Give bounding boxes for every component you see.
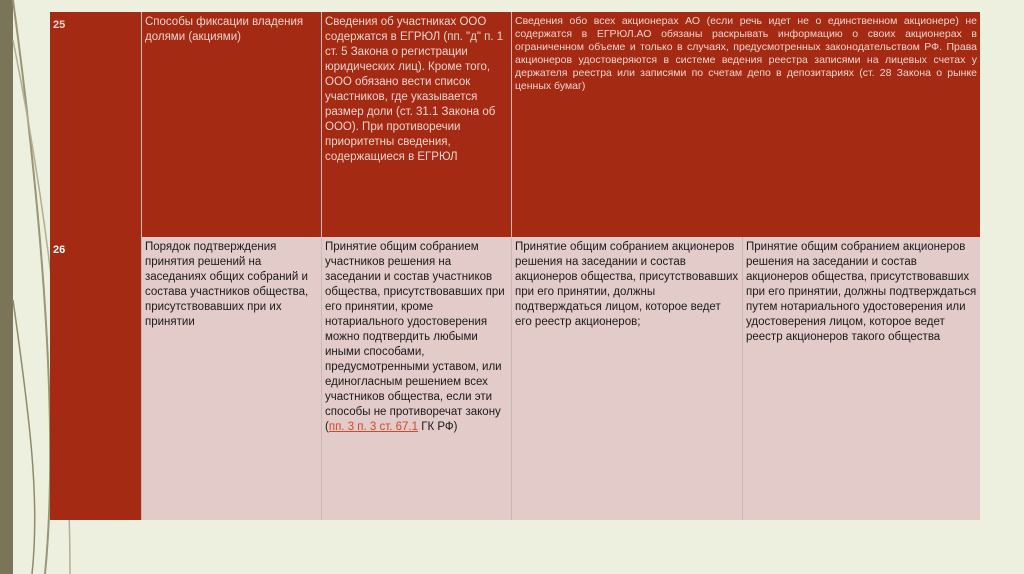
ooo-text <box>325 240 508 435</box>
ooo-main-text: Принятие общим собранием участников решения на заседании и состав участников общества, присутствовавших при его принятии, кроме нотариального удостоверения можно подтвердить любыми иными способами, предусмотренными уставом, или единогласным решением всех участников общества, если эти способы не противоречат закону ( <box>325 241 505 433</box>
ooo-cell <box>322 237 512 520</box>
ao-public-text: Принятие общим собранием акционеров решения на заседании и состав акционеров общества, присутствовавших при его принятии, должны подтверждаться лицом, которое ведет его реестр акционеров; <box>515 241 739 328</box>
row-number-cell <box>50 237 142 520</box>
ao-nonpublic-text: Принятие общим собранием акционеров решения на заседании и состав акционеров общества, присутствовавших при его принятии, должны подтверждаться путем нотариального удостоверения или удостоверения лицом, которое ведет реестр акционеров такого общества <box>746 241 977 343</box>
topic-text: Порядок подтверждения принятия решений на заседаниях общих собраний и состава участников общества, присутствовавших при их принятии <box>145 241 309 328</box>
topic-text: Способы фиксации владения долями (акциями) <box>145 16 304 43</box>
ooo-text: Сведения об участниках ООО содержатся в ЕГРЮЛ (пп. "д" п. 1 ст. 5 Закона о регистрации юридических лиц). Кроме того, ООО обязано вести список участников, где указывается размер доли (ст. 31.1 Закона об ООО). При противоречии приоритетны сведения, содержащиеся в ЕГРЮЛ <box>325 16 504 163</box>
ooo-tail-text: ГК РФ) <box>418 421 458 433</box>
ooo-cell <box>322 12 512 237</box>
topic-cell <box>142 12 322 237</box>
topic-cell <box>142 237 322 520</box>
ao-nonpublic-cell <box>743 237 980 520</box>
row-number: 25 <box>53 19 66 31</box>
ao-text: Сведения обо всех акционерах АО (если речь идет не о единственном акционере) не содержатся в ЕГРЮЛ.АО обязаны раскрывать информацию о своих акционерах в ограниченном объеме и только в случаях, предусмотренных законодательством РФ. Права акционеров удостоверяются в системе ведения реестра записями на лицевых счетах у держателя реестра или записями по счетам депо в депозитариях (ст. 28 Закона о рынке ценных бумаг) <box>515 15 977 92</box>
law-reference-link[interactable]: пп. 3 п. 3 ст. 67.1 <box>328 421 419 433</box>
row-number: 26 <box>53 244 66 256</box>
ao-cell <box>512 12 980 237</box>
row-number-cell <box>50 12 142 237</box>
table-row-26 <box>50 237 980 520</box>
ao-public-cell <box>512 237 743 520</box>
table-row-25 <box>50 12 980 237</box>
